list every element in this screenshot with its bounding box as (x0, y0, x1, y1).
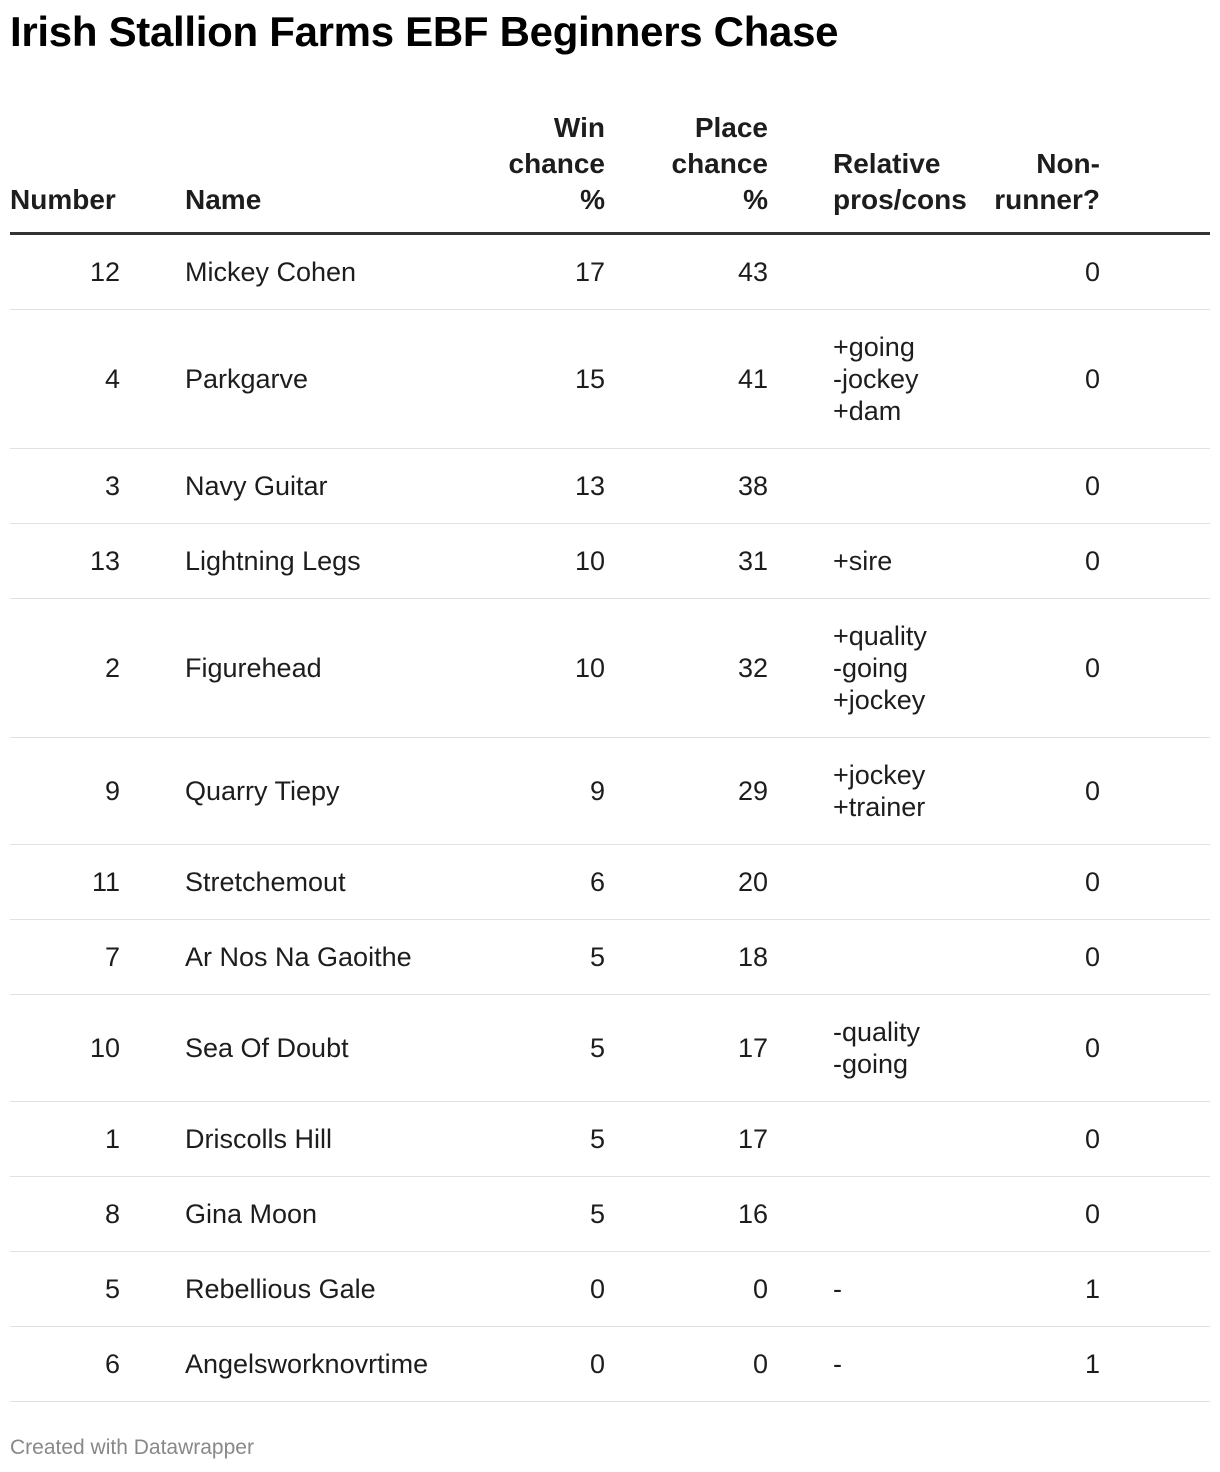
cell-non-runner: 0 (968, 524, 1100, 599)
relative-pros-cons-item: +jockey (833, 760, 926, 790)
cell-win-chance: 15 (420, 310, 605, 449)
cell-name: Ar Nos Na Gaoithe (120, 920, 420, 995)
cell-relative-pros-cons (768, 524, 968, 599)
relative-pros-cons-item: - (833, 1274, 842, 1304)
column-header-number[interactable]: Number (10, 110, 120, 234)
cell-non-runner: 1 (968, 1252, 1100, 1327)
chart-title: Irish Stallion Farms EBF Beginners Chase (10, 8, 839, 55)
table-row (10, 599, 1210, 738)
cell-relative-pros-cons (768, 1327, 968, 1402)
cell-number: 6 (10, 1327, 120, 1402)
relative-pros-cons-item: -going (833, 653, 909, 683)
cell-win-chance: 6 (420, 845, 605, 920)
cell-win-chance: 5 (420, 1102, 605, 1177)
column-header-non-runner[interactable] (968, 110, 1100, 234)
cell-name: Lightning Legs (120, 524, 420, 599)
table-row (10, 310, 1210, 449)
cell-relative-pros-cons (768, 1177, 968, 1252)
cell-extra (1100, 310, 1210, 449)
table-row (10, 1177, 1210, 1252)
cell-win-chance: 5 (420, 995, 605, 1102)
cell-non-runner: 0 (968, 449, 1100, 524)
cell-win-chance: 17 (420, 234, 605, 310)
cell-extra (1100, 1327, 1210, 1402)
cell-name: Mickey Cohen (120, 234, 420, 310)
cell-non-runner: 0 (968, 995, 1100, 1102)
cell-relative-pros-cons (768, 449, 968, 524)
cell-relative-pros-cons (768, 310, 968, 449)
cell-relative-pros-cons (768, 1102, 968, 1177)
cell-place-chance: 38 (605, 449, 768, 524)
cell-relative-pros-cons (768, 599, 968, 738)
table-row (10, 1327, 1210, 1402)
cell-place-chance: 32 (605, 599, 768, 738)
data-table-container[interactable] (10, 110, 1210, 1402)
cell-extra (1100, 738, 1210, 845)
relative-pros-cons-item: -quality (833, 1017, 921, 1047)
cell-place-chance: 18 (605, 920, 768, 995)
cell-number: 9 (10, 738, 120, 845)
cell-place-chance: 0 (605, 1327, 768, 1402)
cell-number: 10 (10, 995, 120, 1102)
cell-relative-pros-cons (768, 1252, 968, 1327)
cell-non-runner: 0 (968, 738, 1100, 845)
column-header-non-runner-label: Non-runner? (994, 148, 1100, 215)
cell-relative-pros-cons (768, 920, 968, 995)
relative-pros-cons-item: +quality (833, 621, 927, 651)
cell-number: 12 (10, 234, 120, 310)
cell-win-chance: 0 (420, 1327, 605, 1402)
cell-extra (1100, 1177, 1210, 1252)
cell-number: 13 (10, 524, 120, 599)
cell-relative-pros-cons (768, 845, 968, 920)
cell-non-runner: 0 (968, 1102, 1100, 1177)
cell-name: Gina Moon (120, 1177, 420, 1252)
cell-non-runner: 1 (968, 1327, 1100, 1402)
cell-name: Driscolls Hill (120, 1102, 420, 1177)
cell-name: Sea Of Doubt (120, 995, 420, 1102)
column-header-win-chance-label: Win chance % (508, 112, 605, 215)
cell-extra (1100, 1252, 1210, 1327)
table-row (10, 738, 1210, 845)
cell-place-chance: 17 (605, 1102, 768, 1177)
table-header (10, 110, 1210, 234)
table-row (10, 845, 1210, 920)
cell-name: Navy Guitar (120, 449, 420, 524)
cell-place-chance: 29 (605, 738, 768, 845)
cell-place-chance: 16 (605, 1177, 768, 1252)
table-row (10, 524, 1210, 599)
cell-place-chance: 41 (605, 310, 768, 449)
footer-credit: Created with Datawrapper (10, 1436, 254, 1459)
header-row (10, 110, 1210, 234)
cell-name: Quarry Tiepy (120, 738, 420, 845)
cell-non-runner: 0 (968, 599, 1100, 738)
cell-win-chance: 9 (420, 738, 605, 845)
column-header-relative-pros-cons[interactable] (768, 110, 968, 234)
column-header-relative-pros-cons-label: Relative pros/cons (833, 148, 967, 215)
cell-extra (1100, 845, 1210, 920)
cell-non-runner: 0 (968, 234, 1100, 310)
table-body (10, 234, 1210, 1402)
cell-number: 4 (10, 310, 120, 449)
cell-extra (1100, 599, 1210, 738)
cell-relative-pros-cons (768, 995, 968, 1102)
relative-pros-cons-item: +going (833, 332, 915, 362)
cell-extra (1100, 449, 1210, 524)
cell-win-chance: 13 (420, 449, 605, 524)
cell-win-chance: 10 (420, 599, 605, 738)
column-header-place-chance[interactable] (605, 110, 768, 234)
cell-name: Rebellious Gale (120, 1252, 420, 1327)
cell-number: 3 (10, 449, 120, 524)
table-row (10, 449, 1210, 524)
column-header-place-chance-label: Place chance % (671, 112, 768, 215)
cell-name: Stretchemout (120, 845, 420, 920)
cell-place-chance: 43 (605, 234, 768, 310)
cell-place-chance: 0 (605, 1252, 768, 1327)
table-row (10, 1252, 1210, 1327)
cell-relative-pros-cons (768, 738, 968, 845)
table-row (10, 995, 1210, 1102)
relative-pros-cons-item: - (833, 1349, 842, 1379)
cell-extra (1100, 920, 1210, 995)
cell-place-chance: 20 (605, 845, 768, 920)
cell-non-runner: 0 (968, 920, 1100, 995)
table-row (10, 234, 1210, 310)
cell-place-chance: 17 (605, 995, 768, 1102)
cell-number: 7 (10, 920, 120, 995)
cell-extra (1100, 1102, 1210, 1177)
cell-name: Parkgarve (120, 310, 420, 449)
table-row (10, 1102, 1210, 1177)
relative-pros-cons-item: +dam (833, 396, 902, 426)
cell-non-runner: 0 (968, 845, 1100, 920)
cell-name: Angelsworknovrtime (120, 1327, 420, 1402)
column-header-win-chance[interactable] (420, 110, 605, 234)
relative-pros-cons-item: -jockey (833, 364, 919, 394)
cell-number: 5 (10, 1252, 120, 1327)
cell-extra (1100, 995, 1210, 1102)
cell-win-chance: 5 (420, 1177, 605, 1252)
relative-pros-cons-item: +jockey (833, 685, 926, 715)
cell-non-runner: 0 (968, 310, 1100, 449)
cell-number: 8 (10, 1177, 120, 1252)
cell-non-runner: 0 (968, 1177, 1100, 1252)
cell-extra (1100, 234, 1210, 310)
relative-pros-cons-item: -going (833, 1049, 909, 1079)
cell-win-chance: 10 (420, 524, 605, 599)
relative-pros-cons-item: +trainer (833, 792, 926, 822)
cell-extra (1100, 524, 1210, 599)
cell-number: 1 (10, 1102, 120, 1177)
cell-win-chance: 0 (420, 1252, 605, 1327)
cell-name: Figurehead (120, 599, 420, 738)
cell-number: 11 (10, 845, 120, 920)
column-header-name[interactable]: Name (120, 110, 420, 234)
cell-relative-pros-cons (768, 234, 968, 310)
column-header-extra[interactable] (1100, 110, 1210, 234)
table-row (10, 920, 1210, 995)
relative-pros-cons-item: +sire (833, 546, 893, 576)
cell-win-chance: 5 (420, 920, 605, 995)
cell-place-chance: 31 (605, 524, 768, 599)
cell-number: 2 (10, 599, 120, 738)
data-table (10, 110, 1210, 1402)
